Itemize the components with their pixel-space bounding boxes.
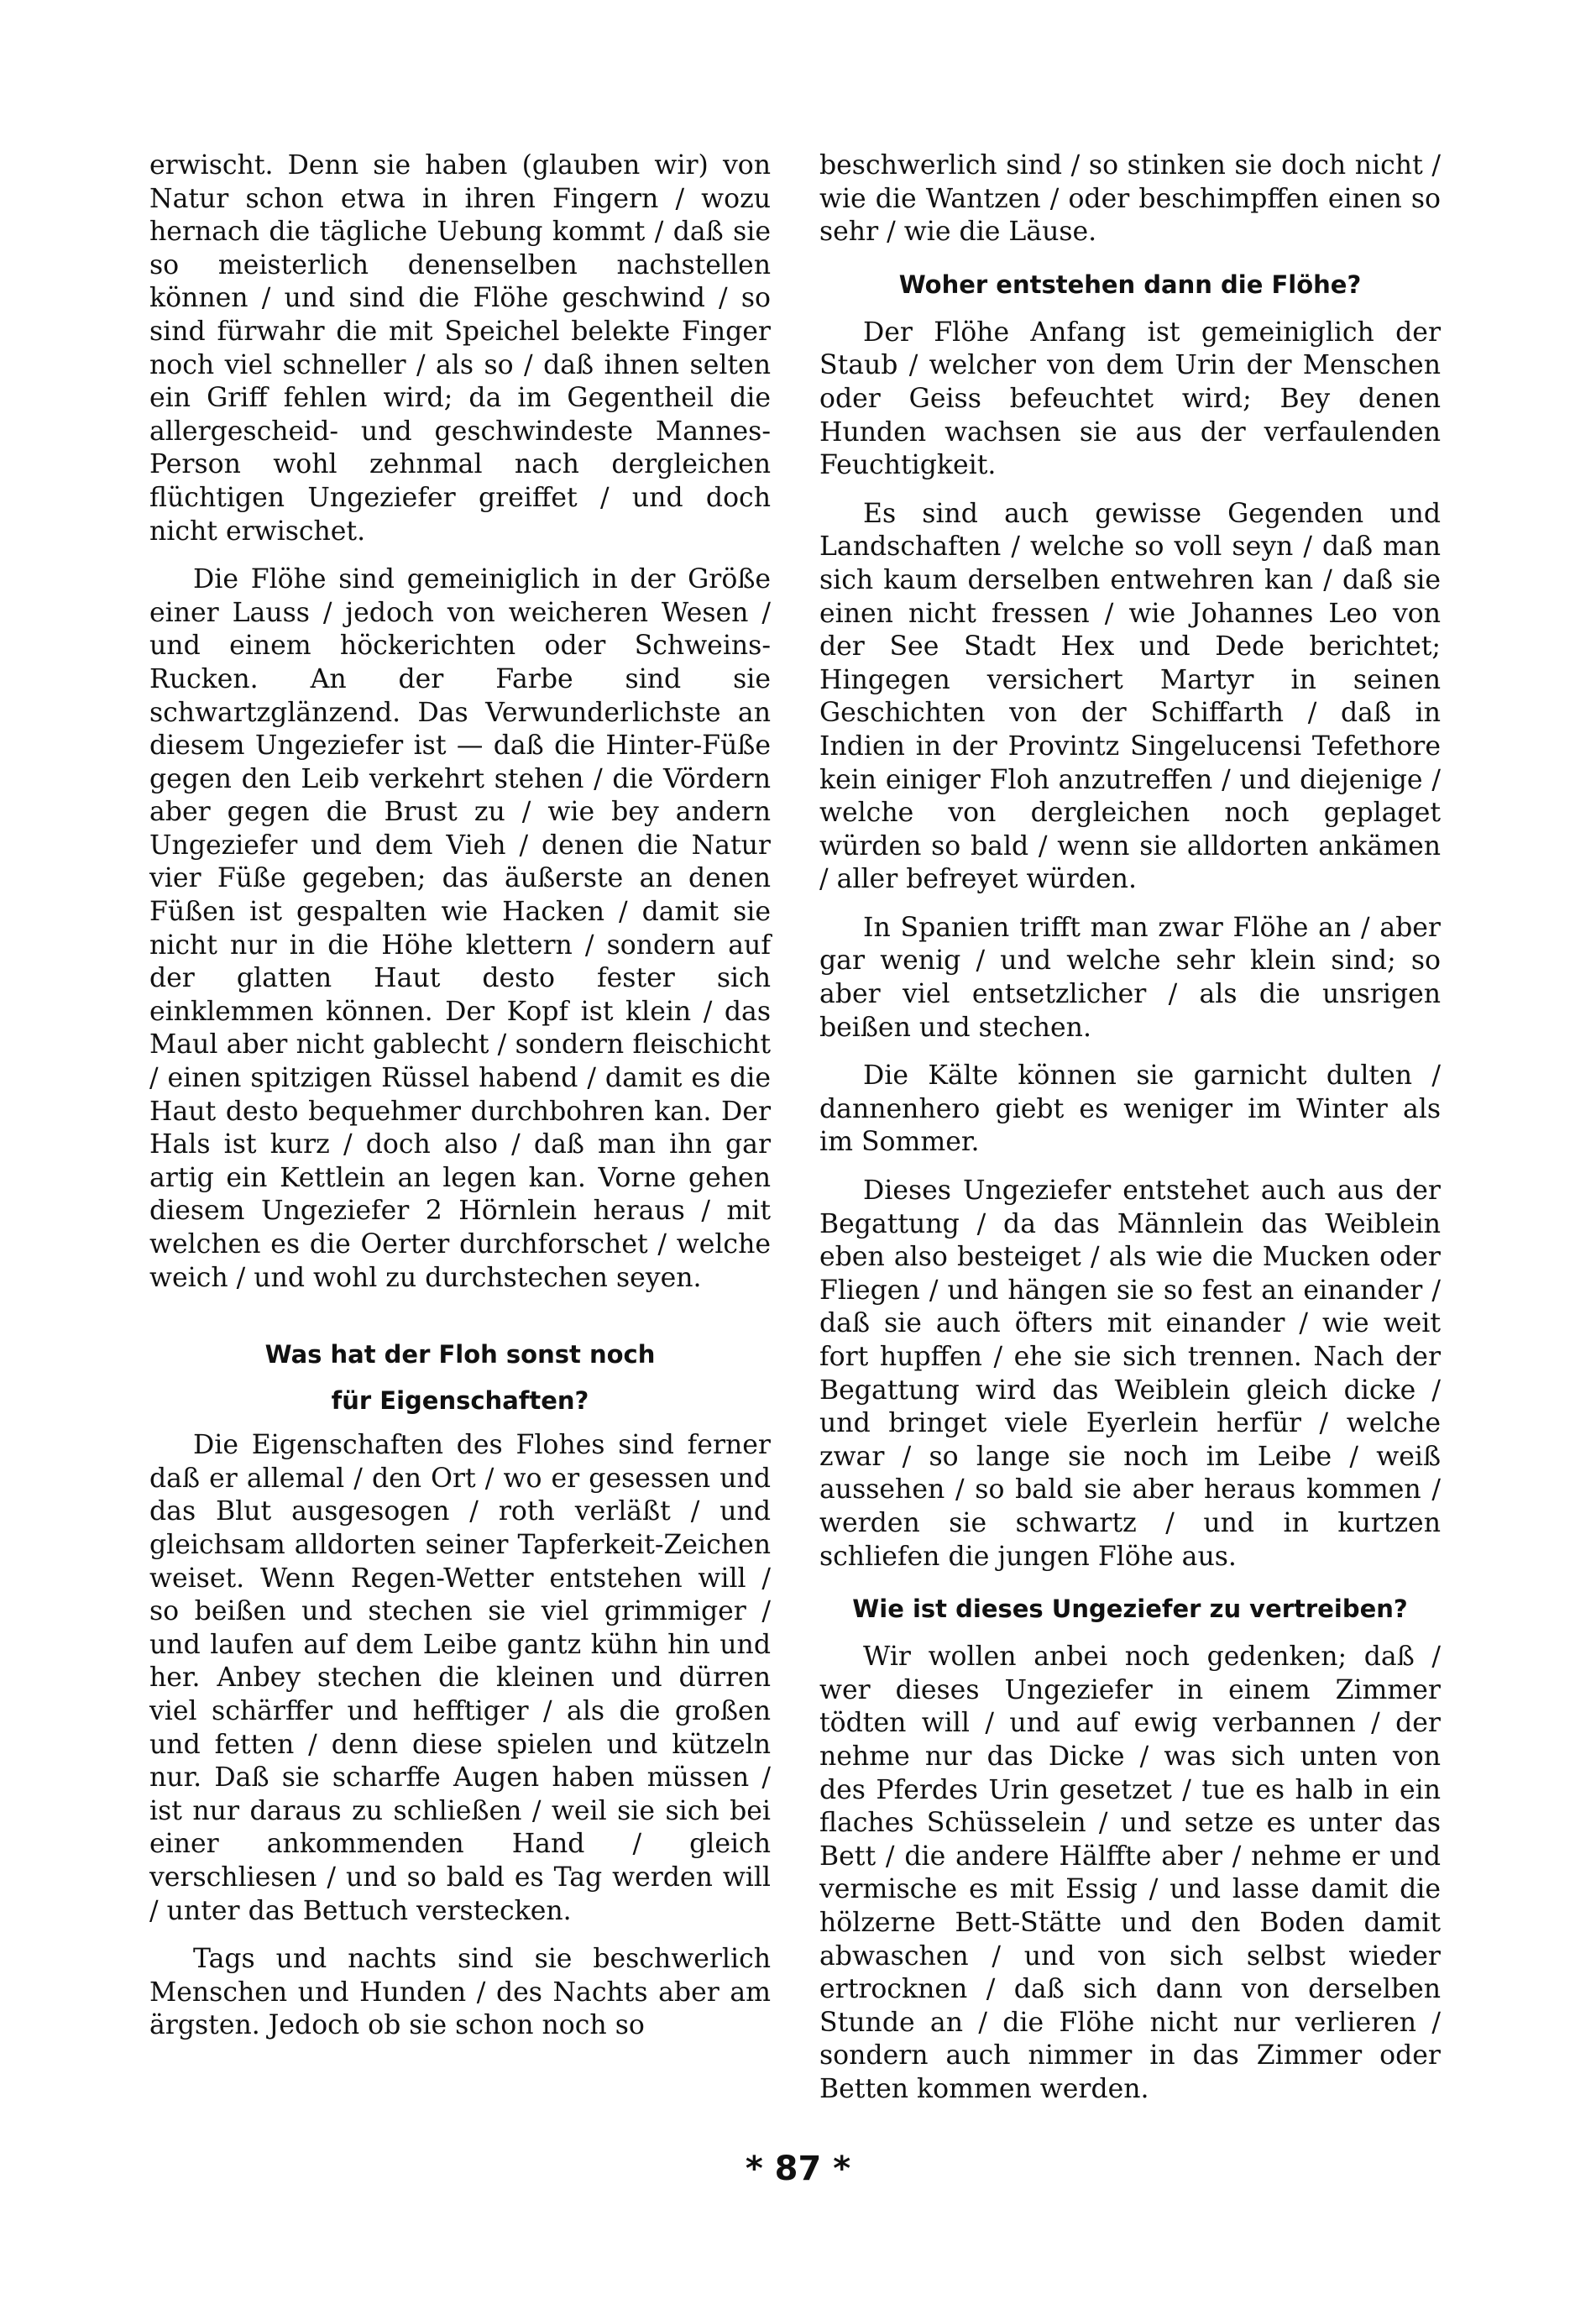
- paragraph: Die Eigenschaften des Flohes sind ferner daß er allemal / den Ort / wo er gesessen und das Blut ausgesogen / roth verläßt / und gleichsam alldorten seiner Tapferkeit-Zeichen weiset. Wenn Regen-Wetter entstehen will / so beißen und stechen sie viel grimmiger / und laufen auf dem Leibe gantz kühn hin und her. Anbey stechen die kleinen und dürren viel schärffer und hefftiger / als die großen und fetten / denn diese spielen und kützeln nur. Daß sie scharffe Augen haben müssen / ist nur daraus zu schließen / weil sie sich bei einer ankommenden Hand / gleich verschliesen / und so bald es Tag werden will / unter das Bettuch verstecken.: [149, 1430, 771, 1926]
- page-number: * 87 *: [745, 2150, 851, 2188]
- paragraph: Die Flöhe sind gemeiniglich in der Größe einer Lauss / jedoch von weicheren Wesen / und einem höckerichten oder Schweins-Rucken. An der Farbe sind sie schwartzglänzend. Das Verwunderlichste an diesem Ungeziefer ist — daß die Hinter-Füße gegen den Leib verkehrt stehen / die Vördern aber gegen die Brust zu / wie bey andern Ungeziefer und dem Vieh / denen die Natur vier Füße gegeben; das äußerste an denen Füßen ist gespalten wie Hacken / damit sie nicht nur in die Höhe klettern / sondern auf der glatten Haut desto fester sich einklemmen können. Der Kopf ist klein / das Maul aber nicht gablecht / sondern fleischicht / einen spitzigen Rüssel habend / damit es die Haut desto bequehmer durchbohren kan. Der Hals ist kurz / doch also / daß man ihn gar artig ein Kettlein an legen kan. Vorne gehen diesem Ungeziefer 2 Hörnlein heraus / mit welchen es die Oerter durchforschet / welche weich / und wohl zu durchstechen seyen.: [149, 564, 771, 1293]
- paragraph: In Spanien trifft man zwar Flöhe an / aber gar wenig / und welche sehr klein sind; so aber viel entsetzlicher / als die unsrigen beißen und stechen.: [819, 912, 1441, 1043]
- paragraph: Der Flöhe Anfang ist gemeiniglich der Staub / welcher von dem Urin der Menschen oder Geiss befeuchtet wird; Bey denen Hunden wachsen sie aus der verfaulenden Feuchtigkeit.: [819, 317, 1441, 481]
- paragraph: Dieses Ungeziefer entstehet auch aus der Begattung / da das Männlein das Weiblein eben also besteiget / als wie die Mucken oder Fliegen / und hängen sie so fest an einander / daß sie auch öfters mit einander / wie weit fort hupffen / ehe sie sich trennen. Nach der Begattung wird das Weiblein gleich dicke / und bringet viele Eyerlein herfür / welche zwar / so lange sie noch im Leibe / weiß aussehen / so bald sie aber heraus kommen / werden sie schwartz / und in kurtzen schliefen die jungen Flöhe aus.: [819, 1176, 1441, 1572]
- heading-line: Was hat der Floh sonst noch: [264, 1340, 656, 1369]
- paragraph: Wir wollen anbei noch gedenken; daß / wer dieses Ungeziefer in einem Zimmer tödten will / und auf ewig verbannen / der nehme nur das Dicke / was sich unten von des Pferdes Urin gesetzet / tue es halb in ein flaches Schüsselein / und setze es unter das Bett / die andere Hälffte aber / nehme er und vermische es mit Essig / und lasse damit die hölzerne Bett-Stätte und den Boden damit abwaschen / und von sich selbst wieder ertrocknen / daß sich dann von derselben Stunde an / die Flöhe nicht nur verlieren / sondern auch nimmer in das Zimmer oder Betten kommen werden.: [819, 1642, 1441, 2104]
- section-heading: [149, 1332, 771, 1424]
- paragraph: beschwerlich sind / so stinken sie doch nicht / wie die Wantzen / oder beschimpffen einen so sehr / wie die Läuse.: [819, 150, 1441, 248]
- left-column: [149, 149, 771, 2058]
- right-column: [819, 149, 1441, 2121]
- paragraph: erwischt. Denn sie haben (glauben wir) von Natur schon etwa in ihren Fingern / wozu hernach die tägliche Uebung kommt / daß sie so meisterlich denenselben nachstellen können / und sind die Flöhe geschwind / so sind fürwahr die mit Speichel belekte Finger noch viel schneller / als so / daß ihnen selten ein Griff fehlen wird; da im Gegentheil die allergescheid- und geschwindeste Mannes-Person wohl zehnmal nach dergleichen flüchtigen Ungeziefer greiffet / und doch nicht erwischet.: [149, 150, 771, 547]
- paragraph: Es sind auch gewisse Gegenden und Landschaften / welche so voll seyn / daß man sich kaum derselben entwehren kan / daß sie einen nicht fressen / wie Johannes Leo von der See Stadt Hex und Dede berichtet; Hingegen versichert Martyr in seinen Geschichten von der Schiffarth / daß in Indien in der Provintz Singelucensi Tefethore kein einiger Floh anzutreffen / und diejenige / welche von dergleichen noch geplaget würden so bald / wenn sie alldorten ankämen / aller befreyet würden.: [819, 498, 1441, 895]
- section-heading: Woher entstehen dann die Flöhe?: [898, 270, 1362, 299]
- paragraph: Die Kälte können sie garnicht dulten / dannenhero giebt es weniger im Winter als im Sommer.: [819, 1060, 1441, 1158]
- heading-line: für Eigenschaften?: [331, 1386, 589, 1416]
- section-heading: Wie ist dieses Ungeziefer zu vertreiben?: [852, 1595, 1408, 1624]
- paragraph: Tags und nachts sind sie beschwerlich Menschen und Hunden / des Nachts aber am ärgsten. Jedoch ob sie schon noch so: [149, 1944, 771, 2041]
